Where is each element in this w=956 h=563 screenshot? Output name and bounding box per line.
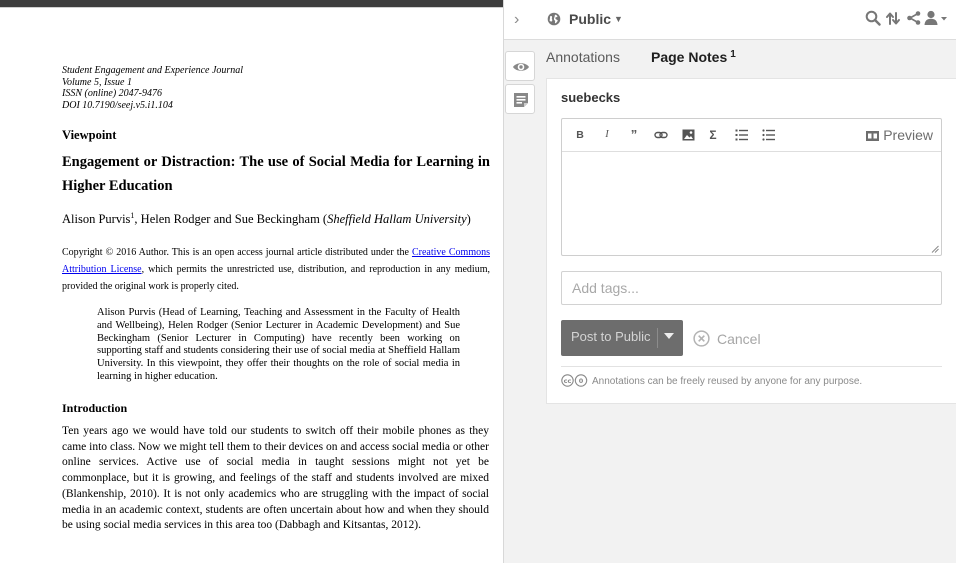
chevron-right-icon: › xyxy=(514,11,520,28)
post-button-label: Post to Public xyxy=(571,329,651,344)
annotation-username[interactable]: suebecks xyxy=(561,90,621,105)
caret-down-icon: ▼ xyxy=(614,14,623,24)
copyright-text-end: , which permits the unrestricted use, distribution, and reproduction in any medium, provided the original work is properly cited. xyxy=(62,264,490,292)
eye-icon xyxy=(506,52,536,82)
tab-page-notes[interactable] xyxy=(651,49,736,65)
scope-label: Public xyxy=(569,11,612,27)
introduction-heading: Introduction xyxy=(62,401,128,415)
article-authors xyxy=(62,211,471,227)
author-footnote: 1 xyxy=(130,211,135,220)
scope-selector[interactable] xyxy=(569,11,623,27)
search-icon[interactable] xyxy=(865,10,881,26)
dropdown-caret-icon[interactable] xyxy=(664,333,674,339)
journal-name: Student Engagement and Experience Journal xyxy=(62,65,244,76)
svg-text:0: 0 xyxy=(578,377,584,385)
section-label: Viewpoint xyxy=(62,128,117,142)
document-top-bar xyxy=(0,0,503,8)
journal-info xyxy=(62,65,243,111)
collapse-sidebar-button[interactable] xyxy=(514,11,528,29)
preview-icon xyxy=(866,131,879,141)
markdown-toolbar xyxy=(562,119,941,152)
post-button-separator xyxy=(657,328,658,348)
card-divider xyxy=(561,366,942,367)
license-notice xyxy=(561,374,862,387)
toggle-highlights-button[interactable] xyxy=(505,51,535,81)
page-notes-count: 1 xyxy=(730,49,736,60)
math-button[interactable]: Σ xyxy=(709,128,717,142)
resize-grip-icon[interactable] xyxy=(931,245,939,253)
user-icon[interactable] xyxy=(924,10,950,26)
bulleted-list-icon[interactable] xyxy=(762,128,775,142)
license-link[interactable]: Creative Commons Attribution License xyxy=(62,247,490,275)
sort-icon[interactable] xyxy=(885,10,902,27)
copyright-text: Copyright © 2016 Author. This is an open access journal article distributed under the xyxy=(62,247,412,258)
author-rest: , Helen Rodger and Sue Beckingham ( xyxy=(134,212,328,227)
author-affiliation: Sheffield Hallam University xyxy=(327,212,467,227)
cancel-icon xyxy=(693,330,710,347)
journal-volume: Volume 5, Issue 1 xyxy=(62,76,132,88)
share-icon[interactable] xyxy=(906,10,922,26)
sidebar-top-bar xyxy=(504,0,956,40)
preview-label: Preview xyxy=(883,127,933,143)
tags-input[interactable] xyxy=(561,271,942,305)
italic-button[interactable]: I xyxy=(605,129,609,140)
copyright-notice xyxy=(62,244,490,295)
article-title: Engagement or Distraction: The use of Social Media for Learning in Higher Education xyxy=(62,154,490,194)
post-button[interactable] xyxy=(561,320,683,356)
annotation-card xyxy=(546,78,956,404)
author-bio: Alison Purvis (Head of Learning, Teaching and Assessment in the Faculty of Health and Wellbeing), Helen Rodger (Senior Lecturer in Academic Development) and Sue Beckingham (Senior Lecturer in Computing) have recently been working on supporting staff and students considering their use of social media at Sheffield Hallam University. In this viewpoint, they offer their thoughts on the role of social media in learning in higher education. xyxy=(97,307,460,382)
globe-icon xyxy=(547,12,561,26)
journal-doi: DOI 10.7190/seej.v5.i1.104 xyxy=(62,99,173,111)
page-note-icon xyxy=(506,85,536,115)
journal-issn: ISSN (online) 2047-9476 xyxy=(62,88,162,99)
tab-annotations[interactable]: Annotations xyxy=(546,49,620,65)
bold-button[interactable]: B xyxy=(576,129,584,141)
author-first: Alison Purvis xyxy=(62,212,131,227)
numbered-list-icon[interactable] xyxy=(735,128,748,142)
page-note-button[interactable] xyxy=(505,84,535,114)
annotation-text-input[interactable] xyxy=(562,153,941,255)
tab-page-notes-label: Page Notes xyxy=(651,49,728,65)
image-icon[interactable] xyxy=(682,128,695,142)
license-text: Annotations can be freely reused by anyone for any purpose. xyxy=(592,376,863,387)
creative-commons-icon[interactable] xyxy=(561,374,588,387)
cancel-label: Cancel xyxy=(717,331,761,347)
markdown-editor xyxy=(561,118,942,256)
introduction-paragraph: Ten years ago we would have told our students to switch off their mobile phones as they came into class. Now we might tell them to their devices on and access social media or other online services. Active use of social media in taught sessions might not yet be commonplace, but it is growing, and feelings of the staff and students involved are mixed (Blankenship, 2010). It is not only academics who are struggling with the impact of social media in an academic context, students are often uncertain about how and when they should be using social media services in this area too (Dabbagh and Kitsantas, 2012). xyxy=(62,425,489,532)
tags-placeholder: Add tags... xyxy=(572,280,639,296)
cancel-button[interactable] xyxy=(693,330,761,347)
author-close: ) xyxy=(466,212,471,227)
link-icon[interactable] xyxy=(654,128,668,142)
svg-text:cc: cc xyxy=(563,377,572,385)
preview-button[interactable] xyxy=(866,127,933,143)
quote-button[interactable]: ” xyxy=(630,127,638,142)
annotation-sidebar xyxy=(503,0,956,563)
